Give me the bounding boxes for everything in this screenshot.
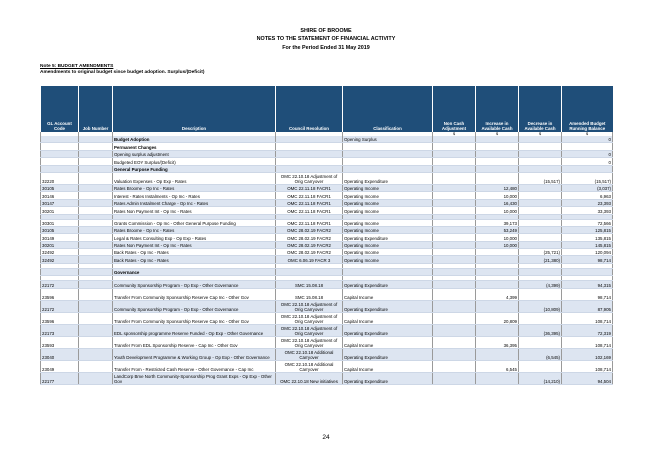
non-cash-cell (433, 150, 476, 157)
increase-cell (476, 150, 519, 157)
decrease-cell (519, 288, 562, 300)
decrease-cell: (14,210) (519, 372, 562, 384)
col-council-resolution: Council Resolution (276, 86, 343, 132)
resolution-cell (276, 143, 343, 150)
job-number-cell (79, 219, 113, 226)
gl-code-cell (41, 143, 79, 150)
col-increase: Increase in Available Cash (476, 86, 519, 132)
decrease-cell (519, 241, 562, 248)
classification-cell: Operating Expenditure (343, 234, 433, 241)
resolution-cell: OMC 22.10.18 Adjustment of Orig Carryover (276, 312, 343, 324)
gl-code-cell: 32492 (41, 249, 79, 256)
increase-cell (476, 158, 519, 165)
non-cash-cell (433, 226, 476, 233)
job-number-cell (79, 199, 113, 206)
decrease-cell: (15,517) (519, 172, 562, 184)
non-cash-cell (433, 184, 476, 191)
classification-cell: Operating Income (343, 241, 433, 248)
increase-cell: 53,249 (476, 226, 519, 233)
increase-cell (476, 172, 519, 184)
balance-cell: 98,714 (562, 288, 613, 300)
classification-cell: Operating Income (343, 199, 433, 206)
balance-cell: 145,815 (562, 241, 613, 248)
classification-cell: Capital Income (343, 312, 433, 324)
description-cell: Transfer From Community Sponsorship Reserve Cap Inc - Other Gov (113, 312, 276, 324)
description-cell: Permanent Changes (113, 143, 276, 150)
balance-cell: 135,815 (562, 234, 613, 241)
table-row (41, 281, 613, 288)
description-cell: Rates Non Payment Int - Op Inc - Rates (113, 207, 276, 214)
increase-cell: 6,545 (476, 360, 519, 372)
increase-cell: 10,000 (476, 241, 519, 248)
classification-cell: Operating Expenditure (343, 300, 433, 312)
decrease-cell (519, 136, 562, 143)
note-heading: Note 5: BUDGET AMENDMENTS (40, 64, 114, 69)
description-cell: Valuation Expenses - Op Exp - Rates (113, 172, 276, 184)
resolution-cell: OMC 22.11.18 FACR1 (276, 219, 343, 226)
decrease-cell (519, 150, 562, 157)
resolution-cell (276, 136, 343, 143)
decrease-cell: (25,721) (519, 249, 562, 256)
job-number-cell (79, 207, 113, 214)
increase-cell (476, 143, 519, 150)
table-row (41, 226, 613, 233)
balance-cell: 72,566 (562, 219, 613, 226)
gl-code-cell: 22173 (41, 324, 79, 336)
job-number-cell (79, 136, 113, 143)
balance-cell (562, 143, 613, 150)
classification-cell: Operating Income (343, 249, 433, 256)
gl-code-cell: 30105 (41, 184, 79, 191)
balance-cell: 0 (562, 150, 613, 157)
gl-code-cell: 30201 (41, 207, 79, 214)
table-row (41, 241, 613, 248)
budget-amendments-table (40, 86, 613, 385)
description-cell: Rates Admin Instalment Charge - Op Inc - Rates (113, 199, 276, 206)
resolution-cell: OMC 22.11.18 FACR1 (276, 192, 343, 199)
table-row (41, 312, 613, 324)
resolution-cell: OMC 22.11.18 FACR1 (276, 184, 343, 191)
resolution-cell: OMC 22.10.18 Adjustment of Orig Carryover (276, 336, 343, 348)
non-cash-cell (433, 312, 476, 324)
job-number-cell (79, 372, 113, 384)
classification-cell: Operating Expenditure (343, 281, 433, 288)
description-cell: LandCorp Bme North Community-Sponsorship Prog Grant Exps - Op Exp - Other Gov (113, 372, 276, 384)
classification-cell (343, 165, 433, 172)
balance-cell: 33,393 (562, 207, 613, 214)
gl-code-cell: 22172 (41, 281, 79, 288)
non-cash-cell (433, 136, 476, 143)
job-number-cell (79, 268, 113, 275)
non-cash-cell (433, 143, 476, 150)
table-row (41, 184, 613, 191)
decrease-cell (519, 336, 562, 348)
classification-cell: Operating Income (343, 192, 433, 199)
decrease-cell (519, 165, 562, 172)
table-row (41, 300, 613, 312)
resolution-cell: OMC 28.02.19 FACR2 (276, 249, 343, 256)
job-number-cell (79, 324, 113, 336)
increase-cell: 10,000 (476, 234, 519, 241)
gl-code-cell (41, 165, 79, 172)
job-number-cell (79, 241, 113, 248)
non-cash-cell (433, 300, 476, 312)
job-number-cell (79, 360, 113, 372)
decrease-cell: (36,395) (519, 324, 562, 336)
description-cell: Budgeted EOY Surplus/(Deficit) (113, 158, 276, 165)
non-cash-cell (433, 288, 476, 300)
resolution-cell (276, 268, 343, 275)
col-non-cash: Non Cash Adjustment (433, 86, 476, 132)
balance-cell (562, 268, 613, 275)
non-cash-cell (433, 268, 476, 275)
table-row (41, 324, 613, 336)
table-row (41, 136, 613, 143)
balance-cell: 120,094 (562, 249, 613, 256)
description-cell: Budget Adoption (113, 136, 276, 143)
col-classification: Classification (343, 86, 433, 132)
table-row (41, 372, 613, 384)
job-number-cell (79, 348, 113, 360)
resolution-cell: OMC 22.10.18 Adjustment of Orig Carryover (276, 172, 343, 184)
classification-cell: Operating Expenditure (343, 172, 433, 184)
col-amended-balance: Amended Budget Running Balance (562, 86, 613, 132)
description-cell: Grants Commission - Op Inc - Other General Purpose Funding (113, 219, 276, 226)
decrease-cell (519, 192, 562, 199)
non-cash-cell (433, 207, 476, 214)
description-cell: Rates Broome - Op Inc - Rates (113, 184, 276, 191)
non-cash-cell (433, 199, 476, 206)
classification-cell: Operating Income (343, 256, 433, 263)
table-row (41, 165, 613, 172)
non-cash-cell (433, 219, 476, 226)
description-cell: Transfer From - Restricted Cash Reserve - Other Governance - Cap Inc (113, 360, 276, 372)
gl-code-cell: 23596 (41, 312, 79, 324)
table-row (41, 348, 613, 360)
decrease-cell: (10,809) (519, 300, 562, 312)
increase-cell (476, 136, 519, 143)
job-number-cell (79, 226, 113, 233)
table-row (41, 249, 613, 256)
classification-cell: Capital Income (343, 288, 433, 300)
increase-cell: 4,399 (476, 288, 519, 300)
table-row (41, 192, 613, 199)
balance-cell: 0 (562, 158, 613, 165)
increase-cell (476, 348, 519, 360)
description-cell: Youth Development Programme & Working Group - Op Exp - Other Governance (113, 348, 276, 360)
period-title: For the Period Ended 31 May 2019 (282, 45, 370, 51)
resolution-cell: OMC 6.06.19 FACR 3 (276, 256, 343, 263)
decrease-cell (519, 199, 562, 206)
balance-cell: 102,169 (562, 348, 613, 360)
description-cell: General Purpose Funding (113, 165, 276, 172)
classification-cell (343, 158, 433, 165)
table-row (41, 143, 613, 150)
increase-cell (476, 256, 519, 263)
gl-code-cell (41, 150, 79, 157)
non-cash-cell (433, 241, 476, 248)
resolution-cell: OMC 22.10.18 Adjustment of Orig Carryover (276, 300, 343, 312)
description-cell: Transfer From EDL Sponsorship Reserve - Cap Inc - Other Gov (113, 336, 276, 348)
decrease-cell: (4,399) (519, 281, 562, 288)
classification-cell (343, 143, 433, 150)
increase-cell: 12,480 (476, 184, 519, 191)
job-number-cell (79, 192, 113, 199)
non-cash-cell (433, 336, 476, 348)
col-description: Description (113, 86, 276, 132)
resolution-cell (276, 158, 343, 165)
table-row (41, 199, 613, 206)
decrease-cell (519, 312, 562, 324)
currency-symbol: $ (433, 132, 476, 136)
non-cash-cell (433, 324, 476, 336)
page-number: 24 (322, 434, 330, 441)
resolution-cell: OMC 28.02.19 FACR2 (276, 241, 343, 248)
increase-cell (476, 281, 519, 288)
table-row (41, 219, 613, 226)
gl-code-cell: 30201 (41, 241, 79, 248)
classification-cell: Capital Income (343, 336, 433, 348)
job-number-cell (79, 249, 113, 256)
job-number-cell (79, 172, 113, 184)
resolution-cell: OMC 22.10.18 Additional Carryover (276, 348, 343, 360)
classification-cell: Operating Income (343, 226, 433, 233)
job-number-cell (79, 143, 113, 150)
decrease-cell (519, 158, 562, 165)
currency-symbol: $ (519, 132, 562, 136)
gl-code-cell: 30149 (41, 234, 79, 241)
currency-symbol: $ (562, 132, 613, 136)
balance-cell: 6,963 (562, 192, 613, 199)
non-cash-cell (433, 172, 476, 184)
table-row (41, 158, 613, 165)
balance-cell: 94,504 (562, 372, 613, 384)
job-number-cell (79, 184, 113, 191)
classification-cell: Capital Income (343, 360, 433, 372)
resolution-cell: OMC 22.11.18 FACR1 (276, 199, 343, 206)
description-cell: Community Sponsorship Program - Op Exp - Other Governance (113, 281, 276, 288)
gl-code-cell: 23593 (41, 336, 79, 348)
description-cell: Opening surplus adjustment (113, 150, 276, 157)
job-number-cell (79, 150, 113, 157)
non-cash-cell (433, 192, 476, 199)
balance-cell: 87,905 (562, 300, 613, 312)
gl-code-cell: 22177 (41, 372, 79, 384)
resolution-cell: OMC 28.02.19 FACR2 (276, 226, 343, 233)
decrease-cell (519, 219, 562, 226)
resolution-cell (276, 150, 343, 157)
non-cash-cell (433, 165, 476, 172)
balance-cell: (15,517) (562, 172, 613, 184)
gl-code-cell: 30105 (41, 226, 79, 233)
description-cell: Interest - Rates Instalments - Op Inc - Rates (113, 192, 276, 199)
note-subheading: Amendments to original budget since budget adoption. Surplus/(Deficit) (40, 70, 205, 75)
description-cell: Back Rates - Op Inc - Rates (113, 249, 276, 256)
resolution-cell: OMC 22.11.18 FACR1 (276, 207, 343, 214)
resolution-cell: SMC 15.08.18 (276, 288, 343, 300)
increase-cell: 10,000 (476, 192, 519, 199)
resolution-cell: OMC 28.02.19 FACR2 (276, 234, 343, 241)
description-cell: Community Sponsorship Program - Op Exp - Other Governance (113, 300, 276, 312)
balance-cell: 108,714 (562, 312, 613, 324)
classification-cell: Operating Income (343, 184, 433, 191)
non-cash-cell (433, 158, 476, 165)
decrease-cell (519, 143, 562, 150)
increase-cell (476, 165, 519, 172)
increase-cell (476, 249, 519, 256)
job-number-cell (79, 336, 113, 348)
resolution-cell (276, 165, 343, 172)
decrease-cell: (6,545) (519, 348, 562, 360)
decrease-cell (519, 184, 562, 191)
non-cash-cell (433, 348, 476, 360)
description-cell: Rates Non Payment Int - Op Inc - Rates (113, 241, 276, 248)
job-number-cell (79, 300, 113, 312)
gl-code-cell (41, 136, 79, 143)
classification-cell: Operating Income (343, 219, 433, 226)
decrease-cell (519, 360, 562, 372)
report-title: NOTES TO THE STATEMENT OF FINANCIAL ACTIVITY (256, 36, 396, 42)
increase-cell (476, 268, 519, 275)
gl-code-cell: 23040 (41, 348, 79, 360)
increase-cell (476, 300, 519, 312)
decrease-cell (519, 207, 562, 214)
gl-code-cell: 22172 (41, 300, 79, 312)
description-cell: Governance (113, 268, 276, 275)
balance-cell: 108,714 (562, 360, 613, 372)
classification-cell (343, 268, 433, 275)
description-cell: Rates Broome - Op Inc - Rates (113, 226, 276, 233)
table-row (41, 336, 613, 348)
col-gl-code: GL Account Code (41, 86, 79, 132)
increase-cell: 10,000 (476, 207, 519, 214)
gl-code-cell: 23049 (41, 360, 79, 372)
balance-cell (562, 165, 613, 172)
decrease-cell (519, 268, 562, 275)
balance-cell: 94,315 (562, 281, 613, 288)
gl-code-cell: 30147 (41, 199, 79, 206)
gl-code-cell (41, 158, 79, 165)
job-number-cell (79, 165, 113, 172)
table-row (41, 234, 613, 241)
increase-cell: 39,173 (476, 219, 519, 226)
increase-cell: 20,809 (476, 312, 519, 324)
increase-cell (476, 372, 519, 384)
balance-cell: 0 (562, 136, 613, 143)
non-cash-cell (433, 234, 476, 241)
gl-code-cell: 32492 (41, 256, 79, 263)
table-row (41, 288, 613, 300)
col-job-number: Job Number (79, 86, 113, 132)
classification-cell: Operating Expenditure (343, 372, 433, 384)
gl-code-cell: 30301 (41, 219, 79, 226)
non-cash-cell (433, 256, 476, 263)
description-cell: EDL sponsorship programme Reserve Funded - Op Exp - Other Governance (113, 324, 276, 336)
balance-cell: 125,815 (562, 226, 613, 233)
increase-cell: 36,395 (476, 336, 519, 348)
description-cell: Legal & Rates Consulting Exp - Op Exp - Rates (113, 234, 276, 241)
currency-symbol: $ (476, 132, 519, 136)
decrease-cell (519, 226, 562, 233)
decrease-cell (519, 234, 562, 241)
classification-cell: Opening Surplus (343, 136, 433, 143)
table-row (41, 256, 613, 263)
entity-title: SHIRE OF BROOME (300, 28, 352, 34)
table-row (41, 268, 613, 275)
gl-code-cell: 30146 (41, 192, 79, 199)
non-cash-cell (433, 281, 476, 288)
table-row (41, 207, 613, 214)
job-number-cell (79, 312, 113, 324)
balance-cell: 72,319 (562, 324, 613, 336)
resolution-cell: SMC 15.08.18 (276, 281, 343, 288)
table-row (41, 360, 613, 372)
resolution-cell: OMC 22.10.18 Adjustment of Orig Carryover (276, 324, 343, 336)
classification-cell: Operating Income (343, 207, 433, 214)
classification-cell: Operating Expenditure (343, 324, 433, 336)
non-cash-cell (433, 372, 476, 384)
gl-code-cell (41, 268, 79, 275)
non-cash-cell (433, 249, 476, 256)
balance-cell: 98,714 (562, 256, 613, 263)
resolution-cell: OMC 22.10.18 Additional Carryover (276, 360, 343, 372)
description-cell: Transfer From Community Sponsorship Reserve Cap Inc - Other Gov (113, 288, 276, 300)
classification-cell: Operating Expenditure (343, 348, 433, 360)
table-row (41, 150, 613, 157)
increase-cell (476, 324, 519, 336)
resolution-cell: OMC 22.10.18 New initiatives (276, 372, 343, 384)
decrease-cell: (21,380) (519, 256, 562, 263)
job-number-cell (79, 158, 113, 165)
increase-cell: 16,430 (476, 199, 519, 206)
non-cash-cell (433, 360, 476, 372)
balance-cell: 108,714 (562, 336, 613, 348)
job-number-cell (79, 234, 113, 241)
job-number-cell (79, 288, 113, 300)
gl-code-cell: 32220 (41, 172, 79, 184)
classification-cell (343, 150, 433, 157)
balance-cell: (3,037) (562, 184, 613, 191)
job-number-cell (79, 281, 113, 288)
table-row (41, 172, 613, 184)
col-decrease: Decrease in Available Cash (519, 86, 562, 132)
gl-code-cell: 23596 (41, 288, 79, 300)
job-number-cell (79, 256, 113, 263)
balance-cell: 23,393 (562, 199, 613, 206)
description-cell: Back Rates - Op Inc - Rates (113, 256, 276, 263)
